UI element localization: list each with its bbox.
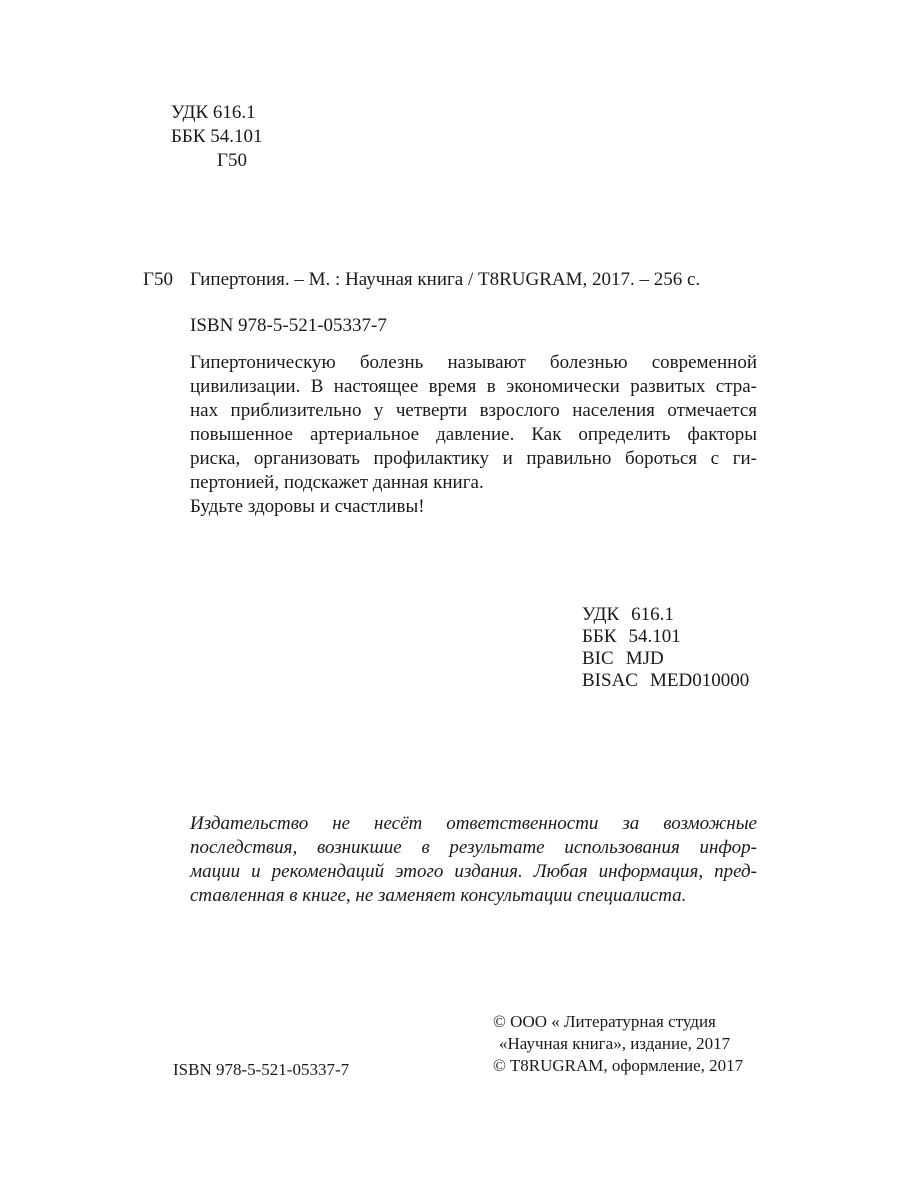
copyright-line: © ООО « Литературная студия	[493, 1012, 716, 1031]
publisher-disclaimer	[190, 812, 757, 908]
author-mark: Г50	[217, 150, 247, 171]
classification-row	[582, 625, 749, 647]
classification-value: MJD	[625, 648, 664, 669]
classification-value: 54.101	[628, 626, 681, 647]
annotation-line: Будьте здоровы и счастливы!	[190, 496, 425, 517]
copyright-line: © T8RUGRAM, оформление, 2017	[493, 1056, 744, 1075]
classification-row	[582, 669, 749, 691]
annotation-line: нах приблизительно у четверти взрослого населения отмечается	[190, 400, 757, 421]
disclaimer-line: ставленная в книге, не заменяет консультации специалиста.	[190, 885, 687, 906]
annotation-line: Гипертоническую болезнь называют болезнью современной	[190, 352, 757, 373]
annotation	[190, 351, 757, 519]
classification-block	[582, 603, 749, 691]
classification-value: MED010000	[649, 670, 750, 691]
annotation-line: пертонией, подскажет данная книга.	[190, 472, 484, 493]
classification-key: BIC	[582, 648, 614, 669]
classification-key: BISAC	[582, 670, 638, 691]
copyright-line: «Научная книга», издание, 2017	[499, 1034, 731, 1053]
copyright-block	[493, 1011, 743, 1077]
udk-code: УДК 616.1	[171, 102, 256, 123]
disclaimer-line: мации и рекомендаций этого издания. Любая информация, пред-	[190, 861, 757, 882]
udk-header-block	[171, 101, 263, 173]
entry-author-mark: Г50	[143, 269, 173, 290]
isbn-bottom: ISBN 978-5-521-05337-7	[173, 1060, 350, 1079]
annotation-line: цивилизации. В настоящее время в экономически развитых стра-	[190, 376, 757, 397]
classification-row	[582, 647, 749, 669]
classification-value: 616.1	[631, 604, 674, 625]
classification-row	[582, 603, 749, 625]
entry-title-line: Гипертония. – М. : Научная книга / T8RUGRAM, 2017. – 256 с.	[190, 269, 701, 290]
classification-key: УДК	[582, 604, 620, 625]
isbn-main: ISBN 978-5-521-05337-7	[190, 315, 387, 336]
disclaimer-line: последствия, возникшие в результате использования инфор-	[190, 837, 757, 858]
classification-key: ББК	[582, 626, 617, 647]
annotation-line: риска, организовать профилактику и правильно бороться с ги-	[190, 448, 757, 469]
annotation-line: повышенное артериальное давление. Как определить факторы	[190, 424, 757, 445]
bbk-code: ББК 54.101	[171, 126, 263, 147]
disclaimer-line: Издательство не несёт ответственности за возможные	[190, 813, 757, 834]
